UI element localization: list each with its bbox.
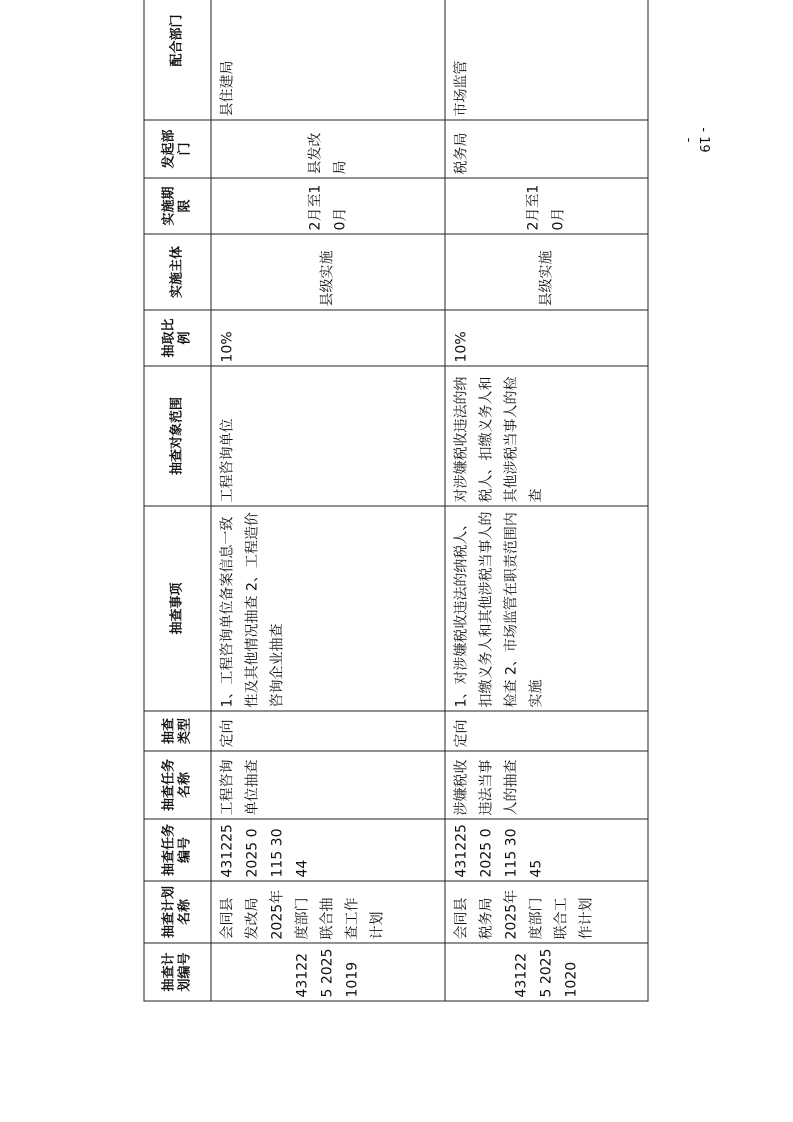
header-task-no: 抽查任务编号 bbox=[144, 819, 211, 881]
cell-subject: 县级实施 bbox=[211, 234, 445, 310]
header-type: 抽查类型 bbox=[144, 711, 211, 751]
header-task-name: 抽查任务名称 bbox=[144, 751, 211, 819]
cell-task-no: 431225 2025 0115 3044 bbox=[211, 819, 445, 881]
cell-task-name: 涉嫌税收违法当事人的抽查 bbox=[445, 751, 648, 819]
cell-period: 2月至10月 bbox=[445, 178, 648, 234]
header-partner: 配合部门 bbox=[144, 0, 211, 120]
header-period: 实施期限 bbox=[144, 178, 211, 234]
cell-plan-no: 431225 2025 1019 bbox=[211, 943, 445, 1001]
cell-plan-name: 会同县税务局 2025年度部门联合工作计划 bbox=[445, 881, 648, 943]
header-plan-no: 抽查计划编号 bbox=[144, 943, 211, 1001]
table-row bbox=[445, 0, 648, 1001]
header-plan-name: 抽查计划名称 bbox=[144, 881, 211, 943]
cell-plan-name: 会同县发改局 2025年度部门联合抽查工作计划 bbox=[211, 881, 445, 943]
header-initiator: 发起部门 bbox=[144, 120, 211, 178]
cell-partner: 县住建局 bbox=[211, 0, 445, 120]
cell-period: 2月至10月 bbox=[211, 178, 445, 234]
header-subject: 实施主体 bbox=[144, 234, 211, 310]
spot-check-table bbox=[144, 0, 649, 1001]
page-number: - 19 - bbox=[681, 127, 711, 153]
rotated-table-wrapper bbox=[144, 14, 649, 1001]
cell-initiator: 税务局 bbox=[445, 120, 648, 178]
header-items: 抽查事项 bbox=[144, 506, 211, 711]
cell-items: 1、对涉嫌税收违法的纳税人、扣缴义务人和其他涉税当事人的检查 2、市场监管在职责范围内实施 bbox=[445, 506, 648, 711]
table-row bbox=[211, 0, 445, 1001]
cell-subject: 县级实施 bbox=[445, 234, 648, 310]
cell-items: 1、工程咨询单位备案信息一致性及其他情况抽查 2、工程造价咨询企业抽查 bbox=[211, 506, 445, 711]
header-ratio: 抽取比例 bbox=[144, 310, 211, 366]
cell-plan-no: 431225 2025 1020 bbox=[445, 943, 648, 1001]
cell-type: 定向 bbox=[211, 711, 445, 751]
header-row bbox=[144, 0, 211, 1001]
cell-scope: 对涉嫌税收违法的纳税人、扣缴义务人和其他涉税当事人的检查 bbox=[445, 366, 648, 506]
cell-scope: 工程咨询单位 bbox=[211, 366, 445, 506]
cell-type: 定向 bbox=[445, 711, 648, 751]
header-scope: 抽查对象范围 bbox=[144, 366, 211, 506]
cell-ratio: 10% bbox=[211, 310, 445, 366]
cell-task-name: 工程咨询单位抽查 bbox=[211, 751, 445, 819]
cell-initiator: 县发改局 bbox=[211, 120, 445, 178]
cell-task-no: 431225 2025 0115 3045 bbox=[445, 819, 648, 881]
cell-partner: 市场监管 bbox=[445, 0, 648, 120]
cell-ratio: 10% bbox=[445, 310, 648, 366]
